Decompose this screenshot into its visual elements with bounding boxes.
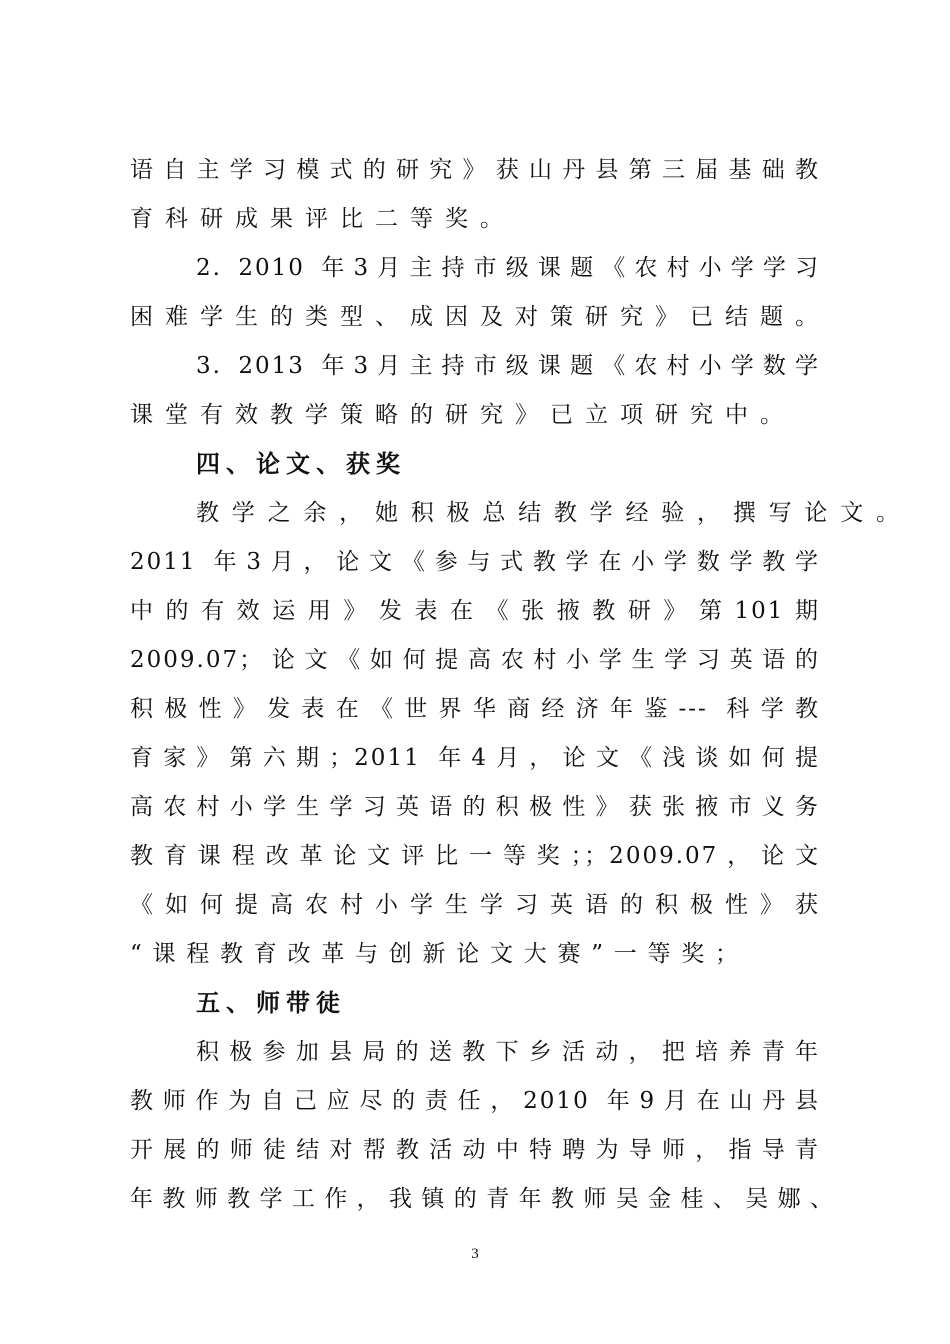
paragraph-line: 2. 2010 年3月主持市级课题《农村小学学习: [196, 255, 820, 281]
paragraph-line: 课堂有效教学策略的研究》已立项研究中。: [130, 402, 795, 428]
paragraph-line: “课程教育改革与创新论文大赛”一等奖；: [130, 941, 740, 967]
page-number: 3: [471, 1246, 479, 1262]
paragraph-line: 积极参加县局的送教下乡活动，把培养青年: [196, 1039, 820, 1065]
paragraph-line: 高农村小学生学习英语的积极性》获张掖市义务: [130, 794, 820, 820]
paragraph-line: 育科研成果评比二等奖。: [130, 206, 515, 232]
paragraph-line: 语自主学习模式的研究》获山丹县第三届基础教: [130, 157, 820, 183]
paragraph-line: 教学之余，她积极总结教学经验，撰写论文。: [196, 500, 901, 526]
paragraph-line: 开展的师徒结对帮教活动中特聘为导师，指导青: [130, 1137, 820, 1163]
paragraph-line: 教育课程改革论文评比一等奖；；2009.07，论文: [130, 843, 820, 869]
section-heading: 四、论文、获奖: [196, 450, 406, 478]
paragraph-line: 2011 年3月，论文《参与式教学在小学数学教学: [130, 549, 820, 575]
paragraph-line: 《如何提高农村小学生学习英语的积极性》获: [130, 892, 820, 918]
paragraph-line: 年教师教学工作，我镇的青年教师吴金桂、吴娜、: [130, 1186, 835, 1212]
paragraph-line: 积极性》发表在《世界华商经济年鉴--- 科学教: [130, 696, 820, 722]
paragraph-line: 3. 2013 年3月主持市级课题《农村小学数学: [196, 353, 820, 379]
paragraph-line: 教师作为自己应尽的责任，2010 年9月在山丹县: [130, 1088, 820, 1114]
paragraph-line: 育家》第六期；2011 年4月，论文《浅谈如何提: [130, 745, 820, 771]
paragraph-line: 困难学生的类型、成因及对策研究》已结题。: [130, 304, 830, 330]
section-heading: 五、师带徒: [196, 989, 346, 1017]
paragraph-line: 2009.07；论文《如何提高农村小学生学习英语的: [130, 647, 820, 673]
paragraph-line: 中的有效运用》发表在《张掖教研》第101期: [130, 598, 820, 624]
